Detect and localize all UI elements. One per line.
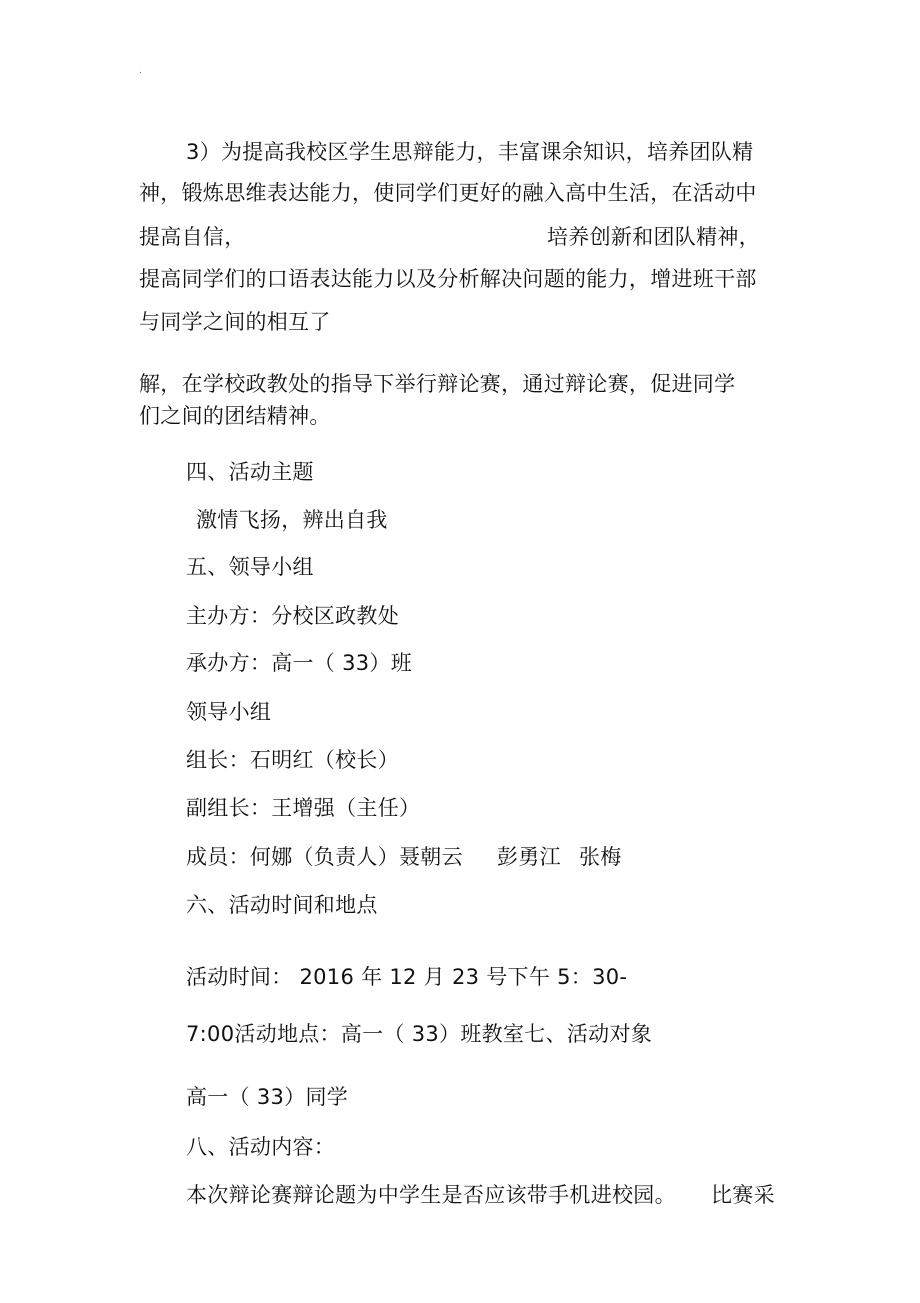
section-5-heading: 五、领导小组 bbox=[186, 555, 314, 579]
para3-line-3a: 提高自信， bbox=[139, 225, 246, 249]
section-4-heading: 四、活动主题 bbox=[186, 460, 314, 484]
members-line: 成员：何娜（负责人）聂朝云 bbox=[186, 845, 463, 869]
para3-line-6: 解，在学校政教处的指导下举行辩论赛，通过辩论赛，促进同学 bbox=[139, 372, 736, 396]
organizer-line: 承办方：高一（ 33）班 bbox=[186, 651, 412, 675]
content-line-b: 比赛采 bbox=[711, 1183, 775, 1207]
para3-line-5: 与同学之间的相互了 bbox=[139, 310, 331, 334]
members-line-3: 张梅 bbox=[579, 845, 622, 869]
content-line-a: 本次辩论赛辩论题为中学生是否应该带手机进校园。 bbox=[186, 1183, 676, 1207]
para3-line-4: 提高同学们的口语表达能力以及分析解决问题的能力，增进班干部 bbox=[139, 267, 757, 291]
leader-line: 组长：石明红（校长） bbox=[186, 748, 399, 772]
section-8-heading: 八、活动内容： bbox=[186, 1135, 336, 1159]
section-6-heading: 六、活动时间和地点 bbox=[186, 893, 378, 917]
corner-mark: . bbox=[139, 66, 142, 76]
place-line: 7:00活动地点：高一（ 33）班教室七、活动对象 bbox=[186, 1022, 653, 1046]
deputy-line: 副组长：王增强（主任） bbox=[186, 796, 421, 820]
activity-theme: 激情飞扬，辨出自我 bbox=[196, 508, 388, 532]
time-line: 活动时间： 2016 年 12 月 23 号下午 5：30- bbox=[186, 965, 628, 989]
host-line: 主办方：分校区政教处 bbox=[186, 604, 399, 628]
members-line-2: 彭勇江 bbox=[497, 845, 561, 869]
para3-line-3b: 培养创新和团队精神， bbox=[547, 225, 760, 249]
leader-group-label: 领导小组 bbox=[186, 700, 272, 724]
target-line: 高一（ 33）同学 bbox=[186, 1085, 349, 1109]
para3-line-2: 神，锻炼思维表达能力，使同学们更好的融入高中生活，在活动中 bbox=[139, 181, 757, 205]
para3-line-7: 们之间的团结精神。 bbox=[139, 404, 331, 428]
para3-line-1: 3）为提高我校区学生思辩能力，丰富课余知识，培养团队精 bbox=[186, 140, 754, 164]
